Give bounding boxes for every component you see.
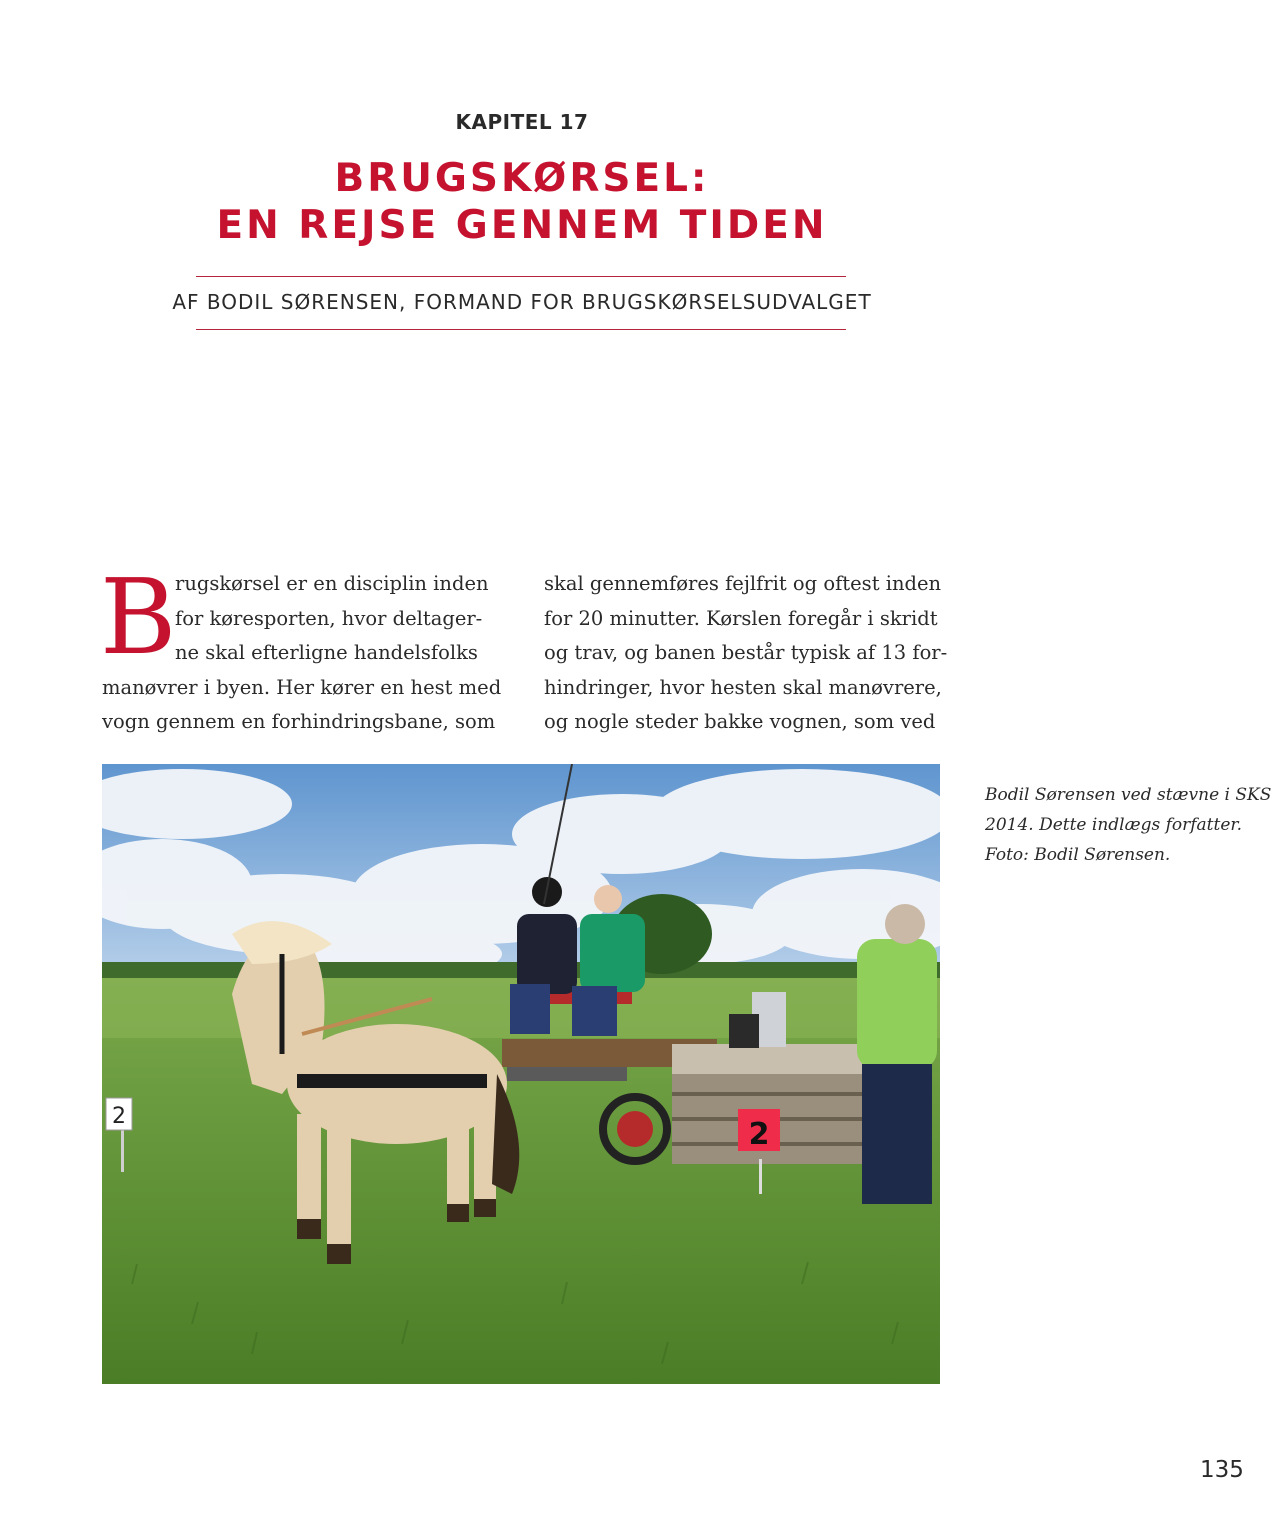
caption-line: 2014. Dette indlægs forfatter. xyxy=(985,815,1243,835)
photo-caption xyxy=(985,780,1272,870)
byline: AF BODIL SØRENSEN, FORMAND FOR BRUGSKØRSELSUDVALGET xyxy=(172,290,872,314)
body-line: hindringer, hvor hesten skal manøvrere, xyxy=(544,675,942,699)
body-line: manøvrer i byen. Her kører en hest med xyxy=(102,675,502,699)
body-column-right xyxy=(544,567,948,740)
body-line: rugskørsel er en disciplin inden xyxy=(175,572,489,595)
photo-sign-left: 2 xyxy=(112,1104,126,1129)
title-line-1: BRUGSKØRSEL: xyxy=(334,156,710,201)
chapter-title xyxy=(0,155,1044,249)
chapter-label: KAPITEL 17 xyxy=(455,110,589,134)
body-line: og nogle steder bakke vognen, som ved xyxy=(544,710,936,733)
drop-cap: B xyxy=(100,556,177,678)
title-rule-bottom xyxy=(196,329,846,330)
title-line-2: EN REJSE GENNEM TIDEN xyxy=(216,203,828,248)
page-number: 135 xyxy=(1200,1457,1244,1483)
body-line: for køresporten, hvor deltager- xyxy=(175,606,483,630)
body-line: og trav, og banen består typisk af 13 for- xyxy=(544,641,948,664)
body-line: for 20 minutter. Kørslen foregår i skridt xyxy=(544,606,938,630)
body-line: ne skal efterligne handelsfolks xyxy=(175,641,478,664)
title-rule-top xyxy=(196,276,846,277)
photo-horse-cart xyxy=(102,764,940,1384)
photo-sign-right: 2 xyxy=(748,1117,770,1152)
body-column-left xyxy=(100,556,502,740)
caption-line: Foto: Bodil Sørensen. xyxy=(985,845,1171,865)
body-line: vogn gennem en forhindringsbane, som xyxy=(102,710,496,733)
caption-line: Bodil Sørensen ved stævne i SKS xyxy=(985,785,1272,805)
body-line: skal gennemføres fejlfrit og oftest inden xyxy=(544,572,942,595)
